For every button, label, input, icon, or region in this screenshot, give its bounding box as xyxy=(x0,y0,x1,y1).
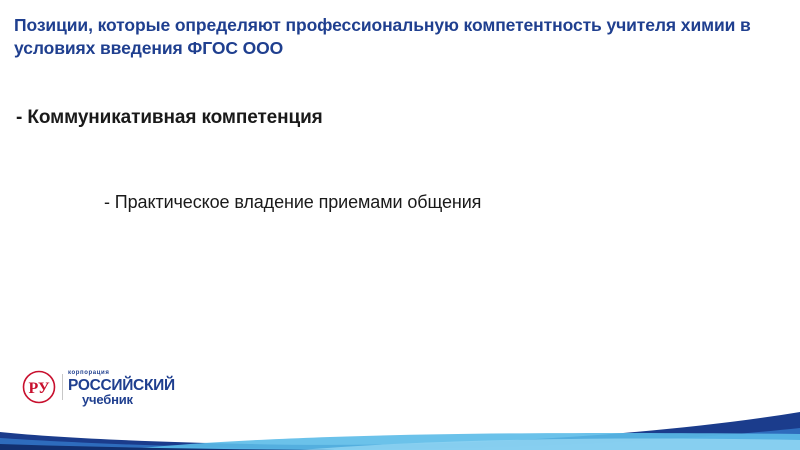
logo-mark-icon xyxy=(22,370,56,404)
logo-word-primary: РОССИЙСКИЙ xyxy=(68,377,175,394)
logo-word-secondary: учебник xyxy=(82,392,133,407)
bullet-level-1: - Коммуникативная компетенция xyxy=(16,107,323,128)
logo xyxy=(22,368,175,408)
page-title: Позиции, которые определяют профессиональную компетентность учителя химии в условиях введения ФГОС ООО xyxy=(14,15,751,59)
logo-kicker: корпорация xyxy=(68,370,110,376)
bullet-level-2: - Практическое владение приемами общения xyxy=(104,192,482,212)
logo-divider xyxy=(62,374,63,400)
svg-text:РУ: РУ xyxy=(28,380,50,397)
